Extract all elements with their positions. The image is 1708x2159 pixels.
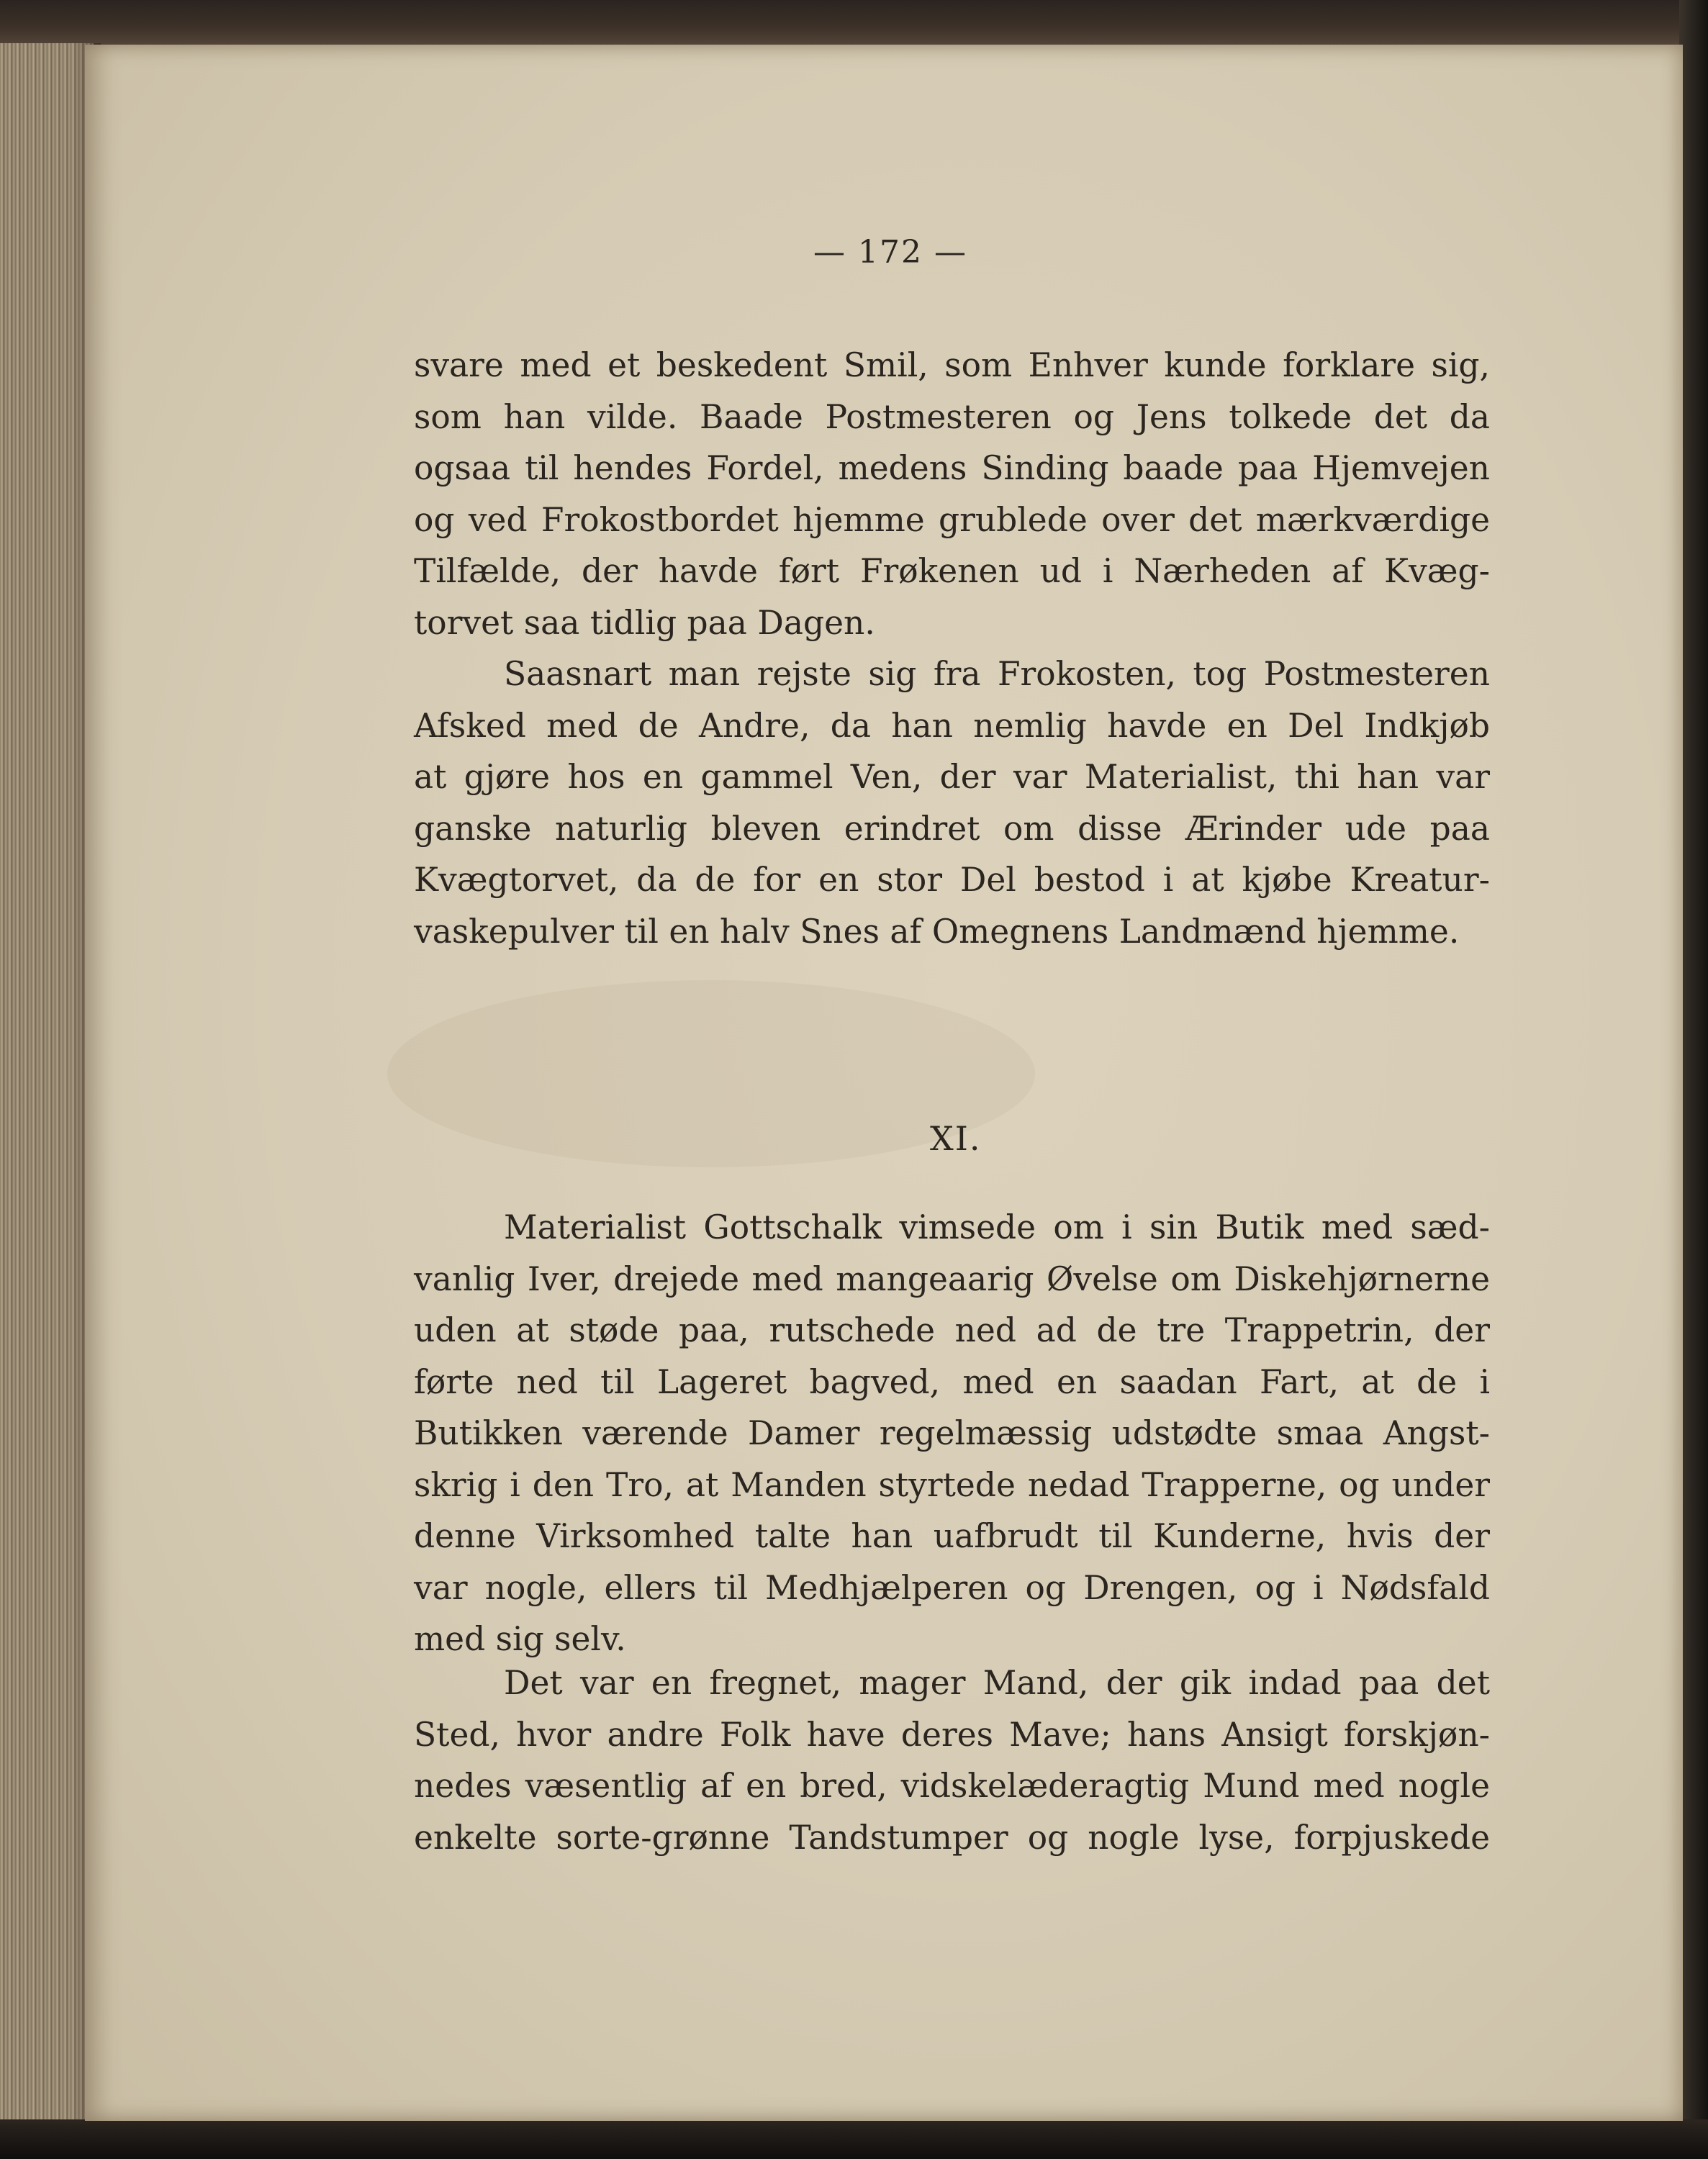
text-line: skrig i den Tro, at Manden styrtede nedad Trapperne, og under bbox=[414, 1465, 1490, 1504]
text-line: denne Virksomhed talte han uafbrudt til Kunderne, hvis der bbox=[414, 1517, 1490, 1555]
text-line: vaskepulver til en halv Snes af Omegnens Landmænd hjemme. bbox=[414, 912, 1460, 951]
text-line: var nogle, ellers til Medhjælperen og Drengen, og i Nødsfald bbox=[414, 1568, 1490, 1607]
text-line: Afsked med de Andre, da han nemlig havde en Del Indkjøb bbox=[414, 706, 1490, 745]
text-line: svare med et beskedent Smil, som Enhver kunde forklare sig, bbox=[414, 346, 1490, 384]
text-line: Det var en fregnet, mager Mand, der gik indad paa det bbox=[504, 1664, 1490, 1702]
binding-top-edge bbox=[0, 0, 1708, 50]
text-line: enkelte sorte-grønne Tandstumper og nogle lyse, forpjuskede bbox=[414, 1818, 1490, 1857]
text-line: torvet saa tidlig paa Dagen. bbox=[414, 603, 875, 642]
text-line: ganske naturlig bleven erindret om disse Ærinder ude paa bbox=[414, 809, 1490, 848]
right-border bbox=[1679, 0, 1708, 2159]
text-line: Sted, hvor andre Folk have deres Mave; hans Ansigt forskjøn- bbox=[414, 1715, 1490, 1754]
text-line: at gjøre hos en gammel Ven, der var Materialist, thi han var bbox=[414, 758, 1490, 796]
text-line: som han vilde. Baade Postmesteren og Jens tolkede det da bbox=[414, 397, 1490, 436]
paragraph-1 bbox=[414, 340, 1490, 648]
text-line: Materialist Gottschalk vimsede om i sin Butik med sæd- bbox=[504, 1208, 1490, 1246]
text-line: Saasnart man rejste sig fra Frokosten, tog Postmesteren bbox=[504, 655, 1490, 693]
text-line: uden at støde paa, rutschede ned ad de tre Trappetrin, der bbox=[414, 1311, 1490, 1349]
text-line: og ved Frokostbordet hjemme grublede over det mærkværdige bbox=[414, 500, 1490, 539]
text-line: Butikken værende Damer regelmæssig udstødte smaa Angst- bbox=[414, 1414, 1490, 1452]
paragraph-3 bbox=[414, 1202, 1490, 1665]
bottom-border bbox=[0, 2119, 1708, 2159]
text-line: Kvægtorvet, da de for en stor Del bestod i at kjøbe Kreatur- bbox=[414, 861, 1490, 899]
chapter-heading: XI. bbox=[930, 1119, 982, 1158]
text-line: Tilfælde, der havde ført Frøkenen ud i Nærheden af Kvæg- bbox=[414, 552, 1490, 590]
paragraph-2 bbox=[414, 648, 1490, 957]
page-number: — 172 — bbox=[813, 234, 967, 271]
text-line: nedes væsentlig af en bred, vidskelæderagtig Mund med nogle bbox=[414, 1767, 1490, 1805]
text-line: med sig selv. bbox=[414, 1620, 626, 1658]
text-line: vanlig Iver, drejede med mangeaarig Øvelse om Diskehjørnerne bbox=[414, 1259, 1490, 1298]
text-line: førte ned til Lageret bagved, med en saadan Fart, at de i bbox=[414, 1362, 1490, 1401]
paragraph-4 bbox=[414, 1657, 1490, 1863]
text-line: ogsaa til hendes Fordel, medens Sinding baade paa Hjemvejen bbox=[414, 449, 1490, 487]
